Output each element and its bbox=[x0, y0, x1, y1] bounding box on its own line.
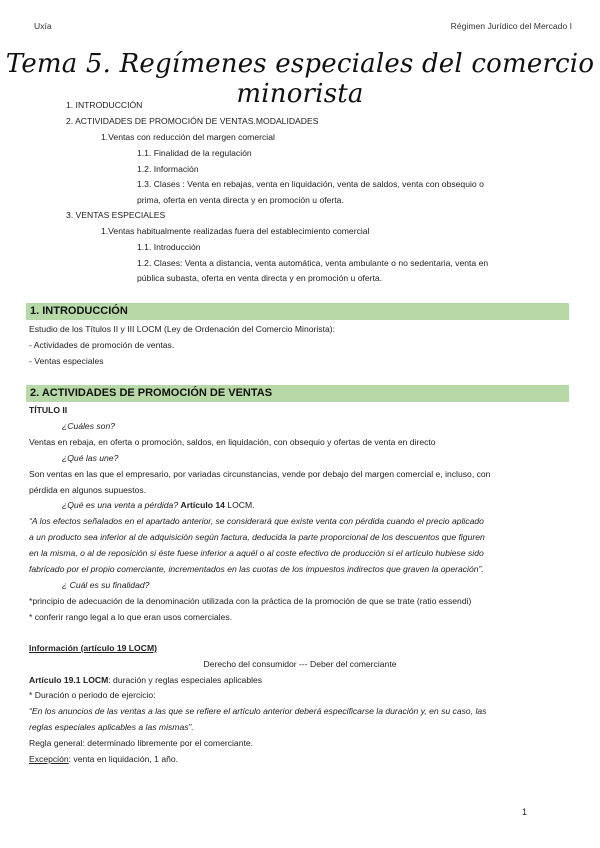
quote-line: “A los efectos señalados en el apartado anterior, se considerará que existe venta con pérdida cuando el precio aplicado bbox=[29, 516, 484, 526]
subheading-titulo: TÍTULO II bbox=[29, 405, 68, 415]
list-item: - Actividades de promoción de ventas. bbox=[29, 340, 175, 350]
toc-item: 1.2. Clases: Venta a distancia, venta automática, venta ambulante o no sedentaria, venta en bbox=[137, 258, 489, 268]
paragraph: *principio de adecuación de la denominación utilizada con la práctica de la promoción de que se trate (ratio essendi) bbox=[29, 596, 472, 606]
paragraph: Regla general: determinado libremente por el comerciante. bbox=[29, 738, 254, 748]
toc-item: pública subasta, oferta en venta directa y en promoción u oferta. bbox=[137, 273, 383, 283]
toc-item: 1.2. Información bbox=[137, 164, 199, 174]
question: ¿ Cuál es su finalidad? bbox=[62, 580, 150, 590]
paragraph: Ventas en rebaja, en oferta o promoción, saldos, en liquidación, con obsequio y ofertas de venta en directo bbox=[29, 437, 436, 447]
section-heading-introduccion: 1. INTRODUCCIÓN bbox=[30, 305, 128, 317]
header-subject: Régimen Jurídico del Mercado I bbox=[450, 21, 572, 31]
toc-item: 1.1. Finalidad de la regulación bbox=[137, 148, 252, 158]
toc-item: prima, oferta en venta directa y en promoción u oferta. bbox=[137, 195, 344, 205]
question: ¿Qué las une? bbox=[62, 453, 119, 463]
exception-text: : venta en liquidación, 1 año. bbox=[68, 754, 179, 764]
article-ref: Artículo 19.1 LOCM bbox=[29, 675, 109, 685]
article-desc: : duración y reglas especiales aplicables bbox=[108, 675, 263, 685]
list-item: - Ventas especiales bbox=[29, 356, 104, 366]
article-line bbox=[29, 675, 262, 686]
question: ¿Cuáles son? bbox=[62, 421, 116, 431]
quote-line: a un producto sea inferior al de adquisición según factura, deducida la parte proporcional de los descuentos que figuren bbox=[29, 532, 485, 542]
question: ¿Qué es una venta a pérdida? bbox=[62, 500, 179, 510]
exception-label: Excepción bbox=[29, 754, 69, 764]
paragraph: Son ventas en las que el empresario, por variadas circunstancias, vende por debajo del margen comercial e, incluso, con bbox=[29, 469, 491, 479]
paragraph: Estudio de los Títulos II y III LOCM (Ley de Ordenación del Comercio Minorista): bbox=[29, 324, 336, 334]
article-suffix: LOCM. bbox=[224, 500, 255, 510]
toc-item: 3. VENTAS ESPECIALES bbox=[66, 210, 166, 220]
exception-line bbox=[29, 754, 178, 765]
toc-item: 1.Ventas habitualmente realizadas fuera del establecimiento comercial bbox=[101, 226, 370, 236]
toc-item: 1.Ventas con reducción del margen comercial bbox=[101, 132, 275, 142]
quote-line: reglas especiales aplicables a las mismas”. bbox=[29, 722, 194, 732]
quote-line: fabricado por el propio comerciante, incrementados en las cuotas de los impuestos indirectos que graven la operación”. bbox=[29, 564, 484, 574]
toc-item: 1.1. Introducción bbox=[137, 242, 201, 252]
quote-line: en la misma, o al de reposición si éste fuese inferior a aquél o al coste efectivo de producción si el artículo hubiese sido bbox=[29, 548, 484, 558]
paragraph: * conferir rango legal a lo que eran usos comerciales. bbox=[29, 612, 233, 622]
article-ref: Artículo 14 bbox=[180, 500, 225, 510]
section-heading-promocion: 2. ACTIVIDADES DE PROMOCIÓN DE VENTAS bbox=[30, 387, 273, 399]
header-author: Uxía bbox=[34, 21, 52, 31]
question-line bbox=[62, 500, 255, 511]
centered-line: Derecho del consumidor --- Deber del comerciante bbox=[203, 659, 397, 669]
quote-line: “En los anuncios de las ventas a las que se refiere el artículo anterior deberá especificarse la duración y, en su caso, las bbox=[29, 706, 487, 716]
paragraph: * Duración o periodo de ejercicio: bbox=[29, 690, 156, 700]
toc-item: 1.3. Clases : Venta en rebajas, venta en liquidación, venta de saldos, venta con obsequio o bbox=[137, 179, 484, 189]
toc-item: 2. ACTIVIDADES DE PROMOCIÓN DE VENTAS.MODALIDADES bbox=[66, 116, 319, 126]
subheading-informacion: Información (artículo 19 LOCM) bbox=[29, 643, 157, 653]
page-number: 1 bbox=[521, 807, 527, 817]
toc-item: 1. INTRODUCCIÓN bbox=[66, 100, 143, 110]
page-title: Tema 5. Regímenes especiales del comercio minorista bbox=[5, 49, 595, 109]
paragraph: pérdida en algunos supuestos. bbox=[29, 485, 147, 495]
